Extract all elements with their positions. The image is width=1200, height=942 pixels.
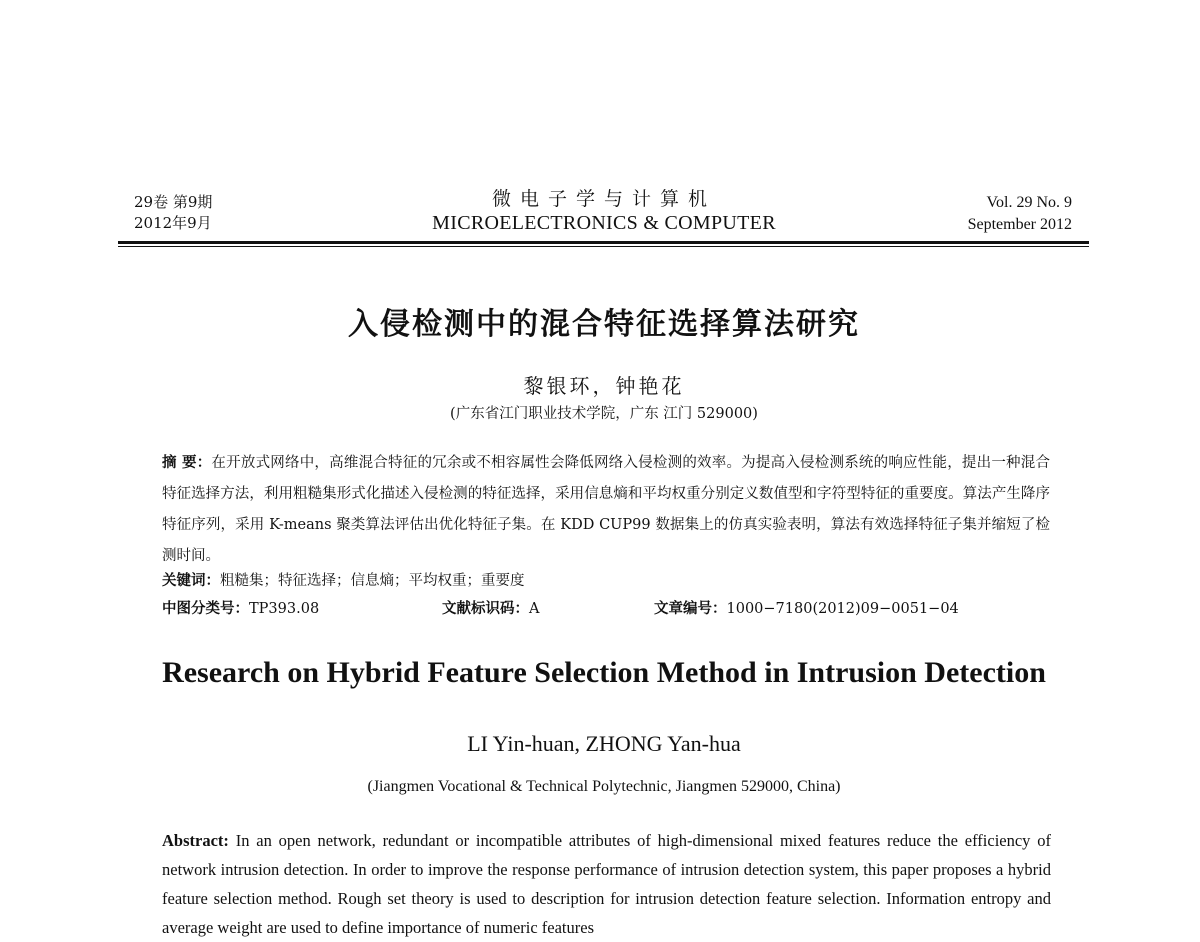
paper-title-cn: 入侵检测中的混合特征选择算法研究 — [348, 307, 860, 342]
article-number — [654, 597, 959, 618]
clc-number — [162, 597, 319, 618]
doc-value: A — [529, 601, 540, 617]
article-label: 文章编号： — [654, 601, 727, 617]
abstract-cn-text: 在开放式网络中，高维混合特征的冗余或不相容属性会降低网络入侵检测的效率。为提高入侵检测系统的响应性能，提出一种混合特征选择方法，利用粗糙集形式化描述入侵检测的特征选择，采用信息熵和平均权重分别定义数值型和字符型特征的重要度。算法产生降序特征序列，采用 K-means 聚类算法评估出优化特征子集。在 KDD CUP99 数据集上的仿真实验表明，算法有效选择特征子集并缩短了检测时间。 — [162, 455, 1050, 564]
document-code — [442, 597, 539, 618]
affiliation-cn: (广东省江门职业技术学院，广东 江门 529000) — [450, 406, 758, 422]
clc-value: TP393.08 — [249, 601, 320, 617]
volume-issue-en: Vol. 29 No. 9 — [986, 194, 1072, 211]
journal-name-en: MICROELECTRONICS & COMPUTER — [432, 212, 776, 234]
keywords-cn — [162, 569, 525, 590]
date-cn: 2012年9月 — [134, 214, 212, 232]
header-rule-thin — [118, 246, 1089, 247]
paper-title-en: Research on Hybrid Feature Selection Method in Intrusion Detection — [162, 656, 1046, 689]
doc-label: 文献标识码： — [442, 601, 529, 617]
abstract-en-label: Abstract: — [162, 831, 229, 850]
header-rule-thick — [118, 241, 1089, 244]
abstract-en — [162, 826, 1051, 942]
authors-en: LI Yin-huan, ZHONG Yan-hua — [467, 731, 741, 756]
date-en: September 2012 — [967, 216, 1072, 233]
clc-label: 中图分类号： — [162, 601, 249, 617]
article-value: 1000−7180(2012)09−0051−04 — [726, 601, 959, 617]
abstract-cn-label: 摘 要： — [162, 455, 212, 471]
keywords-label: 关键词： — [162, 573, 220, 589]
affiliation-en: (Jiangmen Vocational & Technical Polytechnic, Jiangmen 529000, China) — [367, 778, 841, 795]
journal-issue-en — [968, 192, 1072, 236]
keywords-text: 粗糙集；特征选择；信息熵；平均权重；重要度 — [220, 573, 525, 589]
volume-issue-cn: 29卷 第9期 — [134, 193, 213, 211]
abstract-en-text: In an open network, redundant or incompatible attributes of high-dimensional mixed features reduce the efficiency of network intrusion detection. In order to improve the response performance of intrusion detection system, this paper proposes a hybrid feature selection method. Rough set theory is used to description for intrusion detection feature selection. Information entropy and average weight are used to define importance of numeric features — [162, 831, 1051, 937]
abstract-cn — [162, 448, 1050, 572]
journal-name-cn: 微电子学与计算机 — [491, 188, 716, 210]
authors-cn: 黎银环，钟艳花 — [523, 374, 685, 398]
